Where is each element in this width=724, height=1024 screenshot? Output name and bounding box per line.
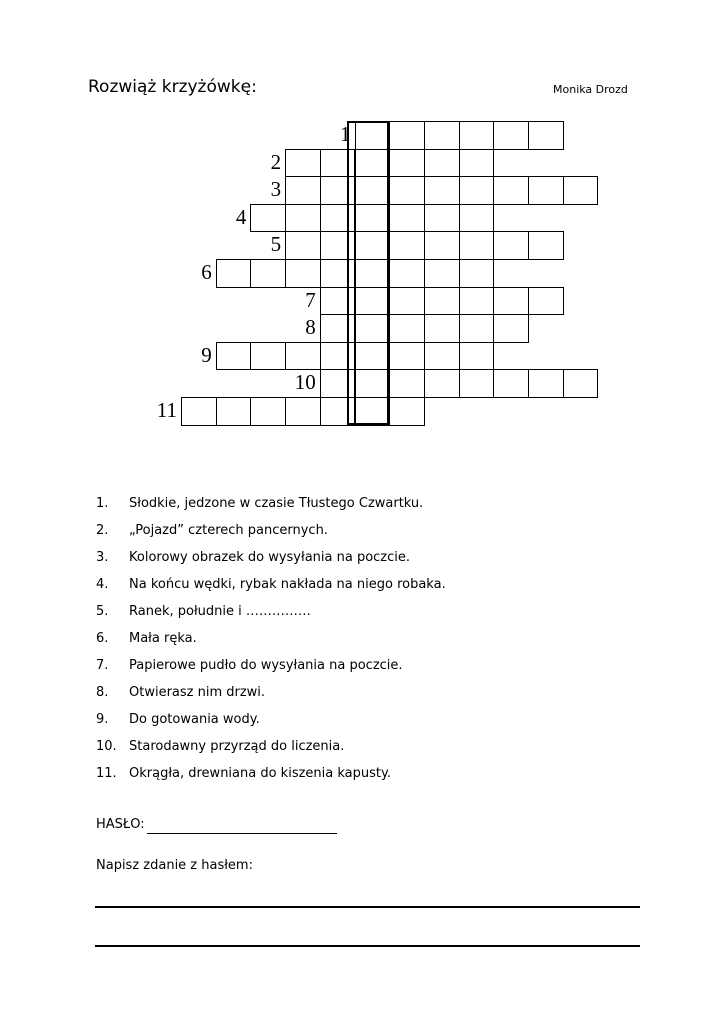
clue-item: [96, 706, 446, 733]
clue-item-text: Ranek, południe i ……………: [129, 604, 311, 619]
sentence-prompt: Napisz zdanie z hasłem:: [96, 858, 253, 873]
crossword-cell[interactable]: [459, 342, 495, 371]
crossword-cell[interactable]: [320, 231, 356, 260]
crossword-cell[interactable]: [424, 287, 460, 316]
crossword-cell[interactable]: [459, 149, 495, 178]
clue-item: [96, 571, 446, 598]
clue-item-number: 1.: [96, 496, 109, 511]
crossword-cell[interactable]: [389, 259, 425, 288]
clue-number: 3: [270, 177, 282, 202]
crossword-cell[interactable]: [389, 314, 425, 343]
crossword-cell[interactable]: [389, 369, 425, 398]
clue-item-number: 3.: [96, 550, 109, 565]
crossword-cell[interactable]: [528, 369, 564, 398]
author-name: Monika Drozd: [553, 83, 628, 96]
crossword-grid: [0, 0, 724, 440]
crossword-cell[interactable]: [459, 204, 495, 233]
crossword-cell[interactable]: [528, 121, 564, 150]
crossword-cell[interactable]: [320, 204, 356, 233]
writing-line-1[interactable]: [95, 906, 640, 908]
crossword-cell[interactable]: [389, 204, 425, 233]
crossword-cell[interactable]: [459, 369, 495, 398]
clue-item-number: 2.: [96, 523, 109, 538]
crossword-cell[interactable]: [389, 149, 425, 178]
clue-item-text: Do gotowania wody.: [129, 712, 260, 727]
crossword-cell[interactable]: [285, 149, 321, 178]
clue-number: 7: [305, 287, 316, 312]
crossword-cell[interactable]: [493, 121, 529, 150]
crossword-cell[interactable]: [355, 149, 391, 178]
crossword-cell[interactable]: [493, 176, 529, 205]
clue-item: [96, 760, 446, 787]
crossword-cell[interactable]: [389, 397, 425, 426]
clue-item-number: 4.: [96, 577, 109, 592]
crossword-cell[interactable]: [355, 369, 391, 398]
crossword-cell[interactable]: [320, 259, 356, 288]
crossword-cell[interactable]: [424, 259, 460, 288]
clue-number: 1: [340, 122, 351, 146]
crossword-cell[interactable]: [320, 287, 356, 316]
clue-item-text: Otwierasz nim drzwi.: [129, 685, 266, 700]
clue-number: 2: [270, 149, 282, 174]
crossword-cell[interactable]: [424, 176, 460, 205]
clue-item-number: 9.: [96, 712, 109, 727]
clue-item-text: Kolorowy obrazek do wysyłania na poczcie.: [129, 550, 411, 565]
crossword-cell[interactable]: [250, 259, 286, 288]
crossword-cell[interactable]: [459, 314, 495, 343]
clue-item-text: Starodawny przyrząd do liczenia.: [129, 739, 345, 754]
crossword-cell[interactable]: [285, 342, 321, 371]
crossword-cell[interactable]: [250, 342, 286, 371]
crossword-cell[interactable]: [181, 397, 217, 426]
crossword-cell[interactable]: [563, 369, 599, 398]
crossword-cell[interactable]: [389, 121, 425, 150]
clue-item-text: Okrągła, drewniana do kiszenia kapusty.: [129, 766, 391, 781]
clue-item-number: 11.: [96, 766, 117, 781]
clue-list: [96, 490, 446, 787]
clue-number: 4: [235, 204, 247, 229]
clue-number: 6: [201, 260, 212, 284]
crossword-cell[interactable]: [320, 397, 356, 426]
clue-item: [96, 544, 446, 571]
crossword-cell[interactable]: [424, 121, 460, 150]
crossword-cell[interactable]: [459, 259, 495, 288]
clue-item: [96, 517, 446, 544]
crossword-cell[interactable]: [355, 342, 391, 371]
clue-item: [96, 679, 446, 706]
crossword-cell[interactable]: [493, 369, 529, 398]
writing-line-2[interactable]: [95, 945, 640, 947]
page-title: Rozwiąż krzyżówkę:: [88, 77, 257, 97]
clue-item-number: 6.: [96, 631, 109, 646]
clue-item-number: 5.: [96, 604, 109, 619]
clue-item: [96, 490, 446, 517]
crossword-cell[interactable]: [285, 231, 321, 260]
crossword-cell[interactable]: [424, 149, 460, 178]
crossword-cell[interactable]: [216, 342, 252, 371]
crossword-cell[interactable]: [424, 231, 460, 260]
crossword-cell[interactable]: [355, 231, 391, 260]
crossword-cell[interactable]: [320, 149, 356, 178]
crossword-cell[interactable]: [424, 314, 460, 343]
crossword-cell[interactable]: [355, 204, 391, 233]
crossword-cell[interactable]: [459, 121, 495, 150]
clue-item-text: Na końcu wędki, rybak nakłada na niego robaka.: [129, 577, 446, 592]
crossword-cell[interactable]: [355, 259, 391, 288]
crossword-cell[interactable]: [355, 397, 391, 426]
clue-item: [96, 598, 446, 625]
crossword-cell[interactable]: [320, 176, 356, 205]
crossword-cell[interactable]: [528, 231, 564, 260]
crossword-cell[interactable]: [216, 397, 252, 426]
clue-number: 5: [270, 232, 282, 257]
clue-number: 11: [156, 398, 177, 422]
crossword-cell[interactable]: [528, 176, 564, 205]
crossword-cell[interactable]: [320, 369, 356, 398]
crossword-cell[interactable]: [389, 287, 425, 316]
crossword-cell[interactable]: [285, 176, 321, 205]
crossword-cell[interactable]: [389, 342, 425, 371]
clue-item-text: Papierowe pudło do wysyłania na poczcie.: [129, 658, 403, 673]
crossword-cell[interactable]: [320, 314, 356, 343]
crossword-cell[interactable]: [389, 231, 425, 260]
crossword-cell[interactable]: [459, 287, 495, 316]
crossword-cell[interactable]: [355, 287, 391, 316]
clue-number: 9: [201, 342, 212, 367]
crossword-cell[interactable]: [355, 176, 391, 205]
clue-item-number: 10.: [96, 739, 117, 754]
crossword-cell[interactable]: [459, 176, 495, 205]
crossword-cell[interactable]: [285, 204, 321, 233]
crossword-cell[interactable]: [493, 231, 529, 260]
crossword-cell[interactable]: [250, 204, 286, 233]
clue-number: 10: [294, 370, 316, 395]
clue-item-text: Mała ręka.: [129, 631, 197, 646]
crossword-cell[interactable]: [285, 397, 321, 426]
crossword-cell[interactable]: [250, 397, 286, 426]
clue-item: [96, 625, 446, 652]
clue-item-text: Słodkie, jedzone w czasie Tłustego Czwartku.: [129, 496, 424, 511]
clue-item: [96, 733, 446, 760]
crossword-cell[interactable]: [493, 314, 529, 343]
clue-item: [96, 652, 446, 679]
clue-number: 8: [305, 315, 316, 340]
crossword-cell[interactable]: [424, 204, 460, 233]
clue-item-number: 8.: [96, 685, 109, 700]
crossword-cell[interactable]: [424, 369, 460, 398]
crossword-cell[interactable]: [528, 287, 564, 316]
crossword-cell[interactable]: [459, 231, 495, 260]
answer-blank[interactable]: [147, 817, 337, 834]
crossword-cell[interactable]: [493, 287, 529, 316]
clue-item-number: 7.: [96, 658, 109, 673]
crossword-cell[interactable]: [389, 176, 425, 205]
answer-line: [96, 817, 337, 834]
crossword-cell[interactable]: [424, 342, 460, 371]
crossword-cell[interactable]: [355, 314, 391, 343]
crossword-cell[interactable]: [285, 259, 321, 288]
crossword-cell[interactable]: [320, 342, 356, 371]
clue-item-text: „Pojazd” czterech pancernych.: [129, 523, 328, 538]
crossword-cell[interactable]: [355, 121, 391, 150]
crossword-cell[interactable]: [563, 176, 599, 205]
crossword-cell[interactable]: [216, 259, 252, 288]
answer-label: HASŁO:: [96, 817, 145, 832]
